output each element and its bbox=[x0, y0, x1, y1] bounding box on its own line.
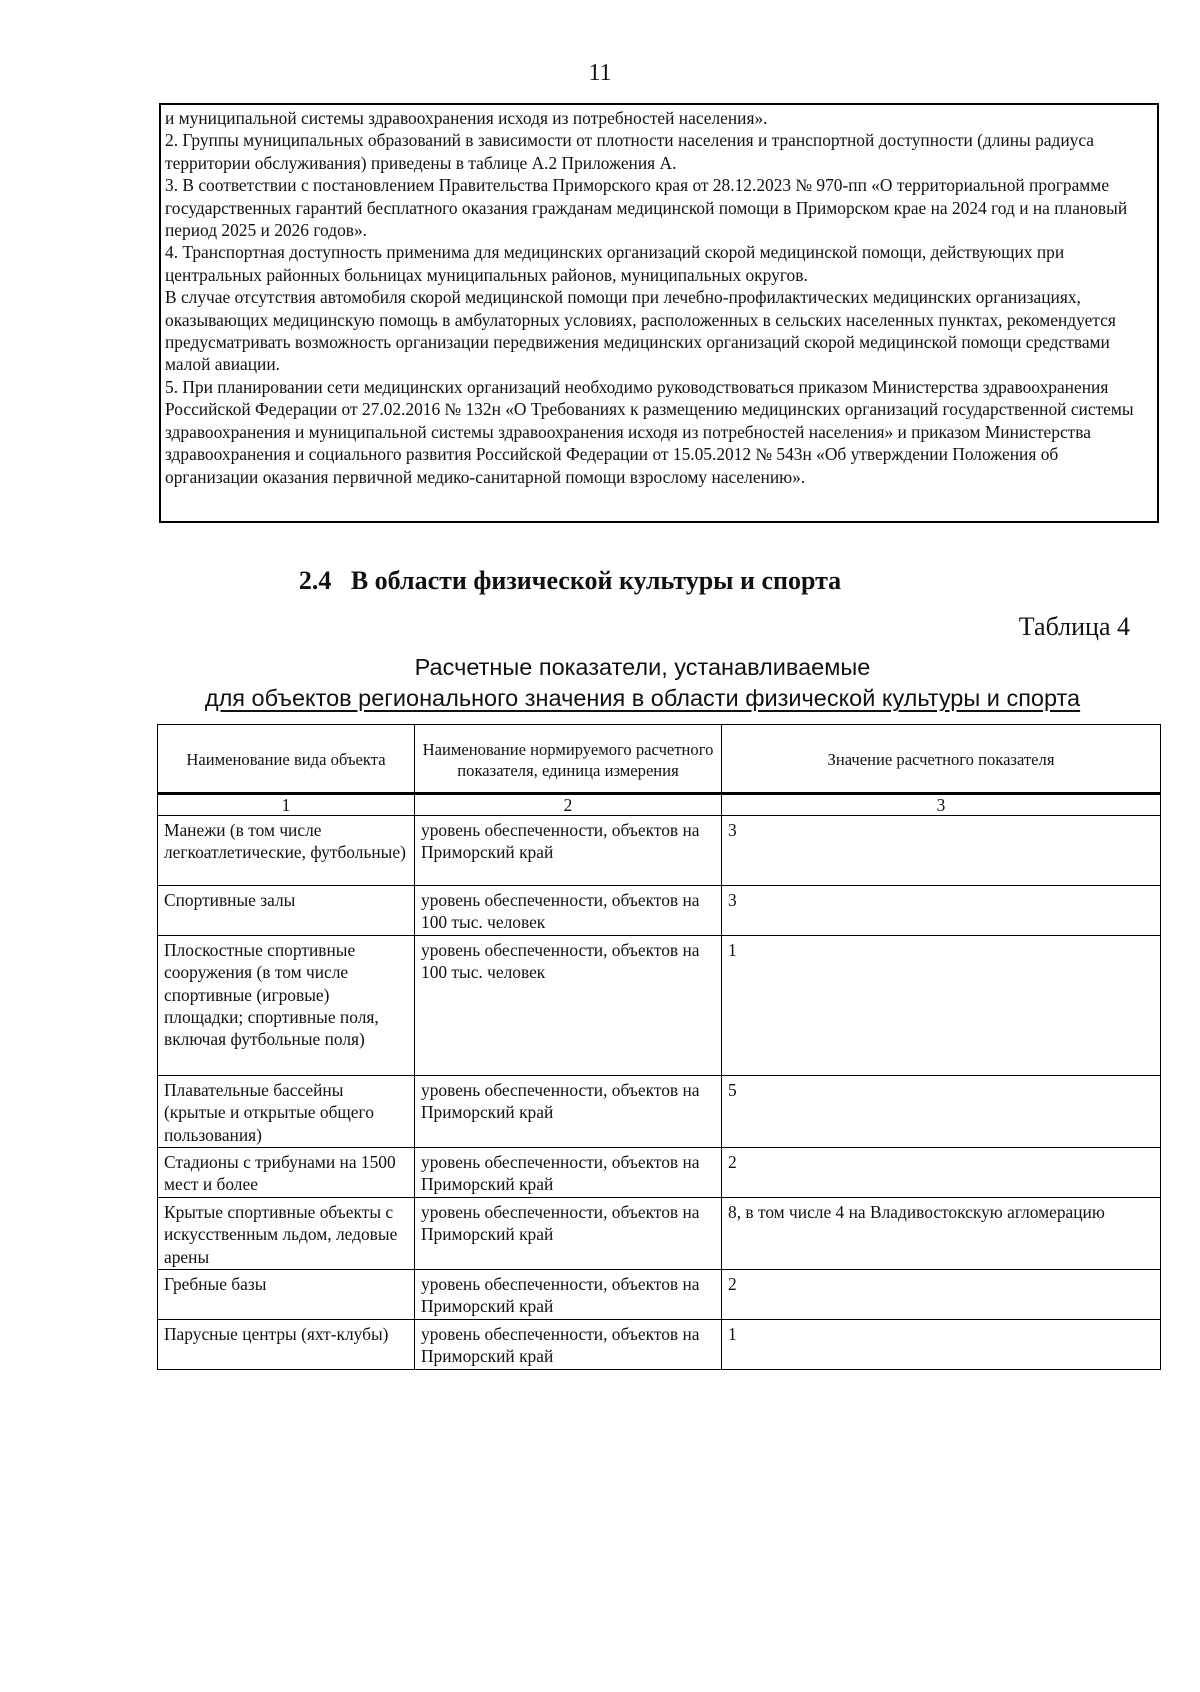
column-number: 1 bbox=[158, 794, 415, 816]
table-header-row bbox=[158, 725, 1161, 794]
object-type-cell: Парусные центры (яхт-клубы) bbox=[158, 1319, 415, 1369]
table-row bbox=[158, 1075, 1161, 1147]
header-indicator-name: Наименование нормируемого расчетного показателя, единица измерения bbox=[415, 725, 722, 794]
note-paragraph: 2. Группы муниципальных образований в зависимости от плотности населения и транспортной доступности (длины радиуса территории обслуживания) приведены в таблице А.2 Приложения А. bbox=[165, 130, 1094, 173]
note-paragraph: 3. В соответствии с постановлением Правительства Приморского края от 28.12.2023 № 970-пп «О территориальной программе государственных гарантий бесплатного оказания гражданам медицинской помощи в Приморском крае на 2024 год и на плановый период 2025 и 2026 годов». bbox=[165, 175, 1128, 241]
indicator-cell: уровень обеспеченности, объектов на 100 тыс. человек bbox=[415, 886, 722, 936]
value-cell: 2 bbox=[722, 1270, 1161, 1320]
object-type-cell: Манежи (в том числе легкоатлетические, футбольные) bbox=[158, 816, 415, 886]
value-cell: 3 bbox=[722, 886, 1161, 936]
object-type-cell: Стадионы с трибунами на 1500 мест и более bbox=[158, 1148, 415, 1198]
note-paragraph: 5. При планировании сети медицинских организаций необходимо руководствоваться приказом Министерства здравоохранения Российской Федерации от 27.02.2016 № 132н «О Требованиях к размещению медицинских организаций государственной системы здравоохранения и муниципальной системы здравоохранения исходя из потребностей населения» и приказом Министерства здравоохранения и социального развития Российской Федерации от 15.05.2012 № 543н «Об утверждении Положения об организации оказания первичной медико-санитарной помощи взрослому населению». bbox=[165, 376, 1134, 487]
value-cell: 3 bbox=[722, 816, 1161, 886]
table-row bbox=[158, 886, 1161, 936]
note-paragraph: и муниципальной системы здравоохранения исходя из потребностей населения». bbox=[165, 108, 768, 128]
indicator-cell: уровень обеспеченности, объектов на Приморский край bbox=[415, 816, 722, 886]
indicator-cell: уровень обеспеченности, объектов на Приморский край bbox=[415, 1270, 722, 1320]
caption-line-2: для объектов регионального значения в области физической культуры и спорта bbox=[204, 685, 1081, 711]
table-row bbox=[158, 935, 1161, 1075]
header-indicator-value: Значение расчетного показателя bbox=[722, 725, 1161, 794]
table-row bbox=[158, 1197, 1161, 1269]
indicator-cell: уровень обеспеченности, объектов на Приморский край bbox=[415, 1319, 722, 1369]
note-paragraph: В случае отсутствия автомобиля скорой медицинской помощи при лечебно-профилактических медицинских организациях, оказывающих медицинскую помощь в амбулаторных условиях, расположенных в сельских населенных пунктах, рекомендуется предусматривать возможность организации передвижения медицинских организаций скорой медицинской помощи средствами малой авиации. bbox=[165, 287, 1116, 375]
note-paragraph: 4. Транспортная доступность применима для медицинских организаций скорой медицинской помощи, действующих при центральных районных больницах муниципальных районов, муниципальных округов. bbox=[165, 242, 1065, 285]
indicator-cell: уровень обеспеченности, объектов на 100 тыс. человек bbox=[415, 935, 722, 1075]
notes-box bbox=[159, 103, 1159, 523]
indicator-cell: уровень обеспеченности, объектов на Приморский край bbox=[415, 1197, 722, 1269]
column-number: 3 bbox=[722, 794, 1161, 816]
object-type-cell: Плоскостные спортивные сооружения (в том числе спортивные (игровые) площадки; спортивные поля, включая футбольные поля) bbox=[158, 935, 415, 1075]
indicator-cell: уровень обеспеченности, объектов на Приморский край bbox=[415, 1075, 722, 1147]
header-object-type: Наименование вида объекта bbox=[158, 725, 415, 794]
column-number-row bbox=[158, 794, 1161, 816]
caption-line-1: Расчетные показатели, устанавливаемые bbox=[414, 654, 871, 680]
table-caption bbox=[155, 652, 1130, 714]
table-label: Таблица 4 bbox=[1018, 612, 1130, 641]
value-cell: 1 bbox=[722, 1319, 1161, 1369]
column-number: 2 bbox=[415, 794, 722, 816]
object-type-cell: Спортивные залы bbox=[158, 886, 415, 936]
table-row bbox=[158, 1319, 1161, 1369]
value-cell: 1 bbox=[722, 935, 1161, 1075]
page-number: 11 bbox=[588, 60, 612, 86]
value-cell: 5 bbox=[722, 1075, 1161, 1147]
indicator-cell: уровень обеспеченности, объектов на Приморский край bbox=[415, 1148, 722, 1198]
table-row bbox=[158, 816, 1161, 886]
value-cell: 2 bbox=[722, 1148, 1161, 1198]
object-type-cell: Гребные базы bbox=[158, 1270, 415, 1320]
value-cell: 8, в том числе 4 на Владивостокскую агломерацию bbox=[722, 1197, 1161, 1269]
object-type-cell: Плавательные бассейны (крытые и открытые общего пользования) bbox=[158, 1075, 415, 1147]
table-row bbox=[158, 1270, 1161, 1320]
object-type-cell: Крытые спортивные объекты с искусственным льдом, ледовые арены bbox=[158, 1197, 415, 1269]
table-row bbox=[158, 1148, 1161, 1198]
indicators-table bbox=[157, 724, 1161, 1370]
section-title: 2.4 В области физической культуры и спорта bbox=[298, 566, 842, 595]
